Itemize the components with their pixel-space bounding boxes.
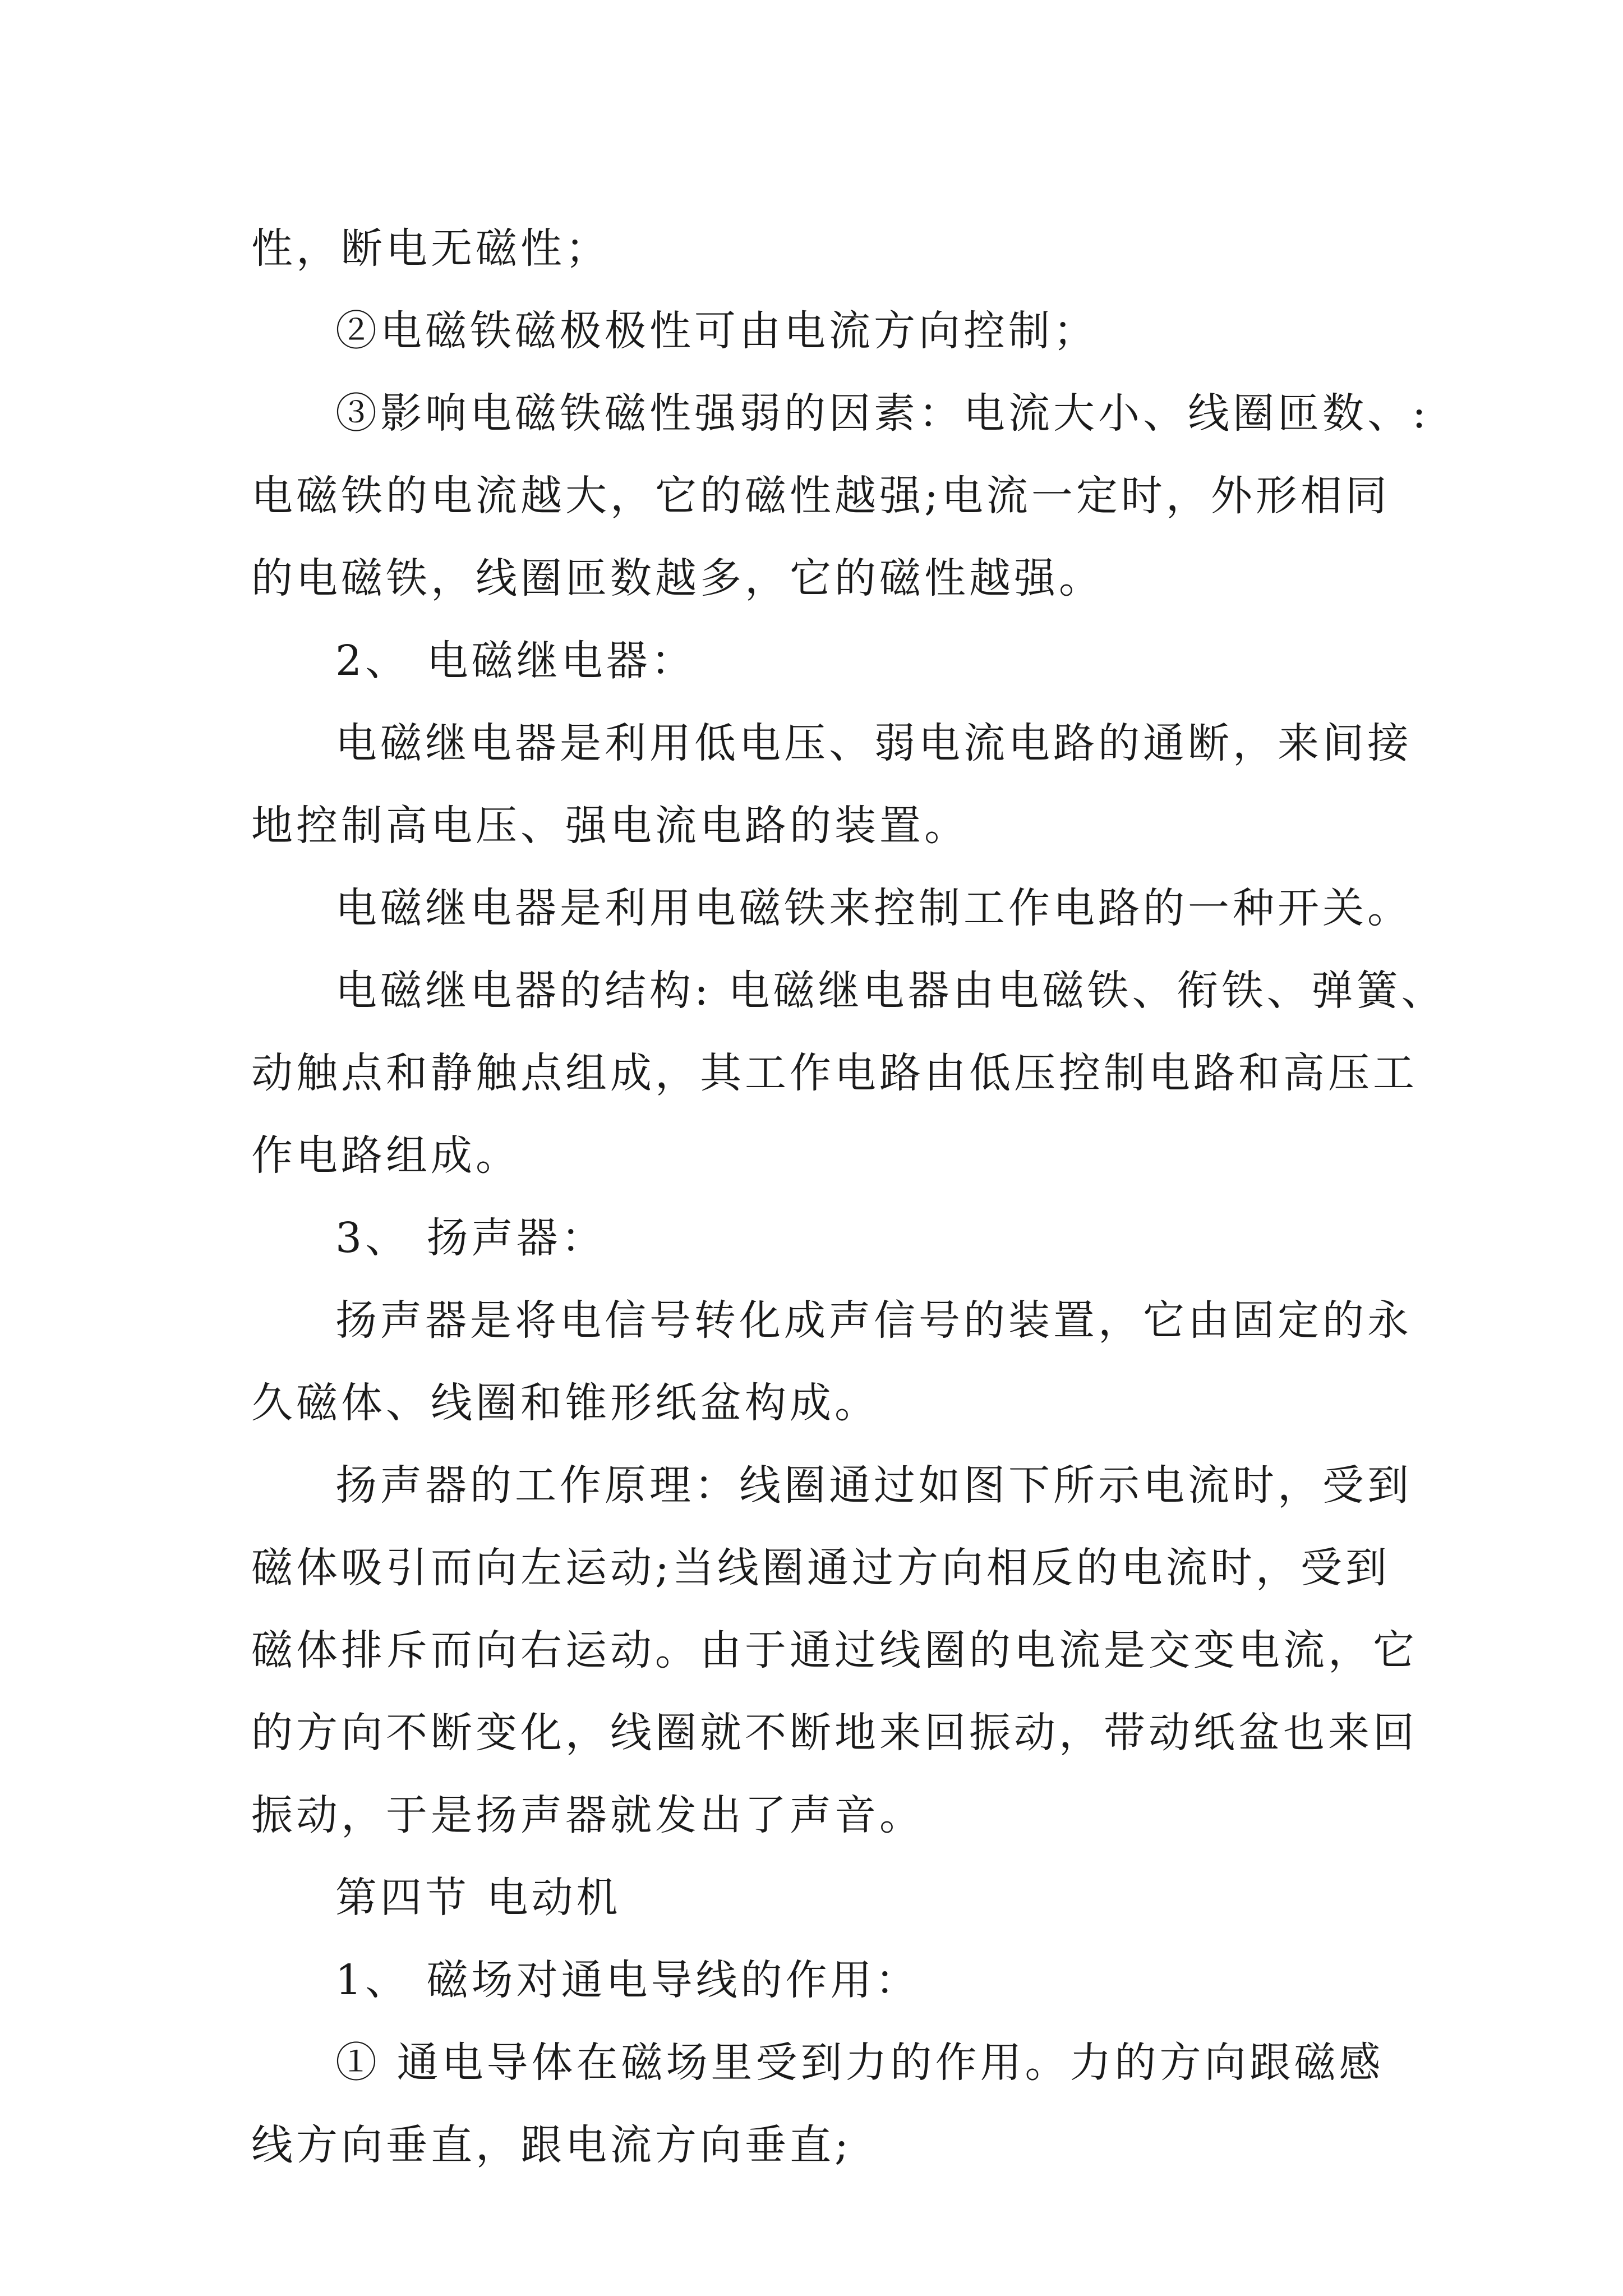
text-line: ① 通电导体在磁场里受到力的作用。力的方向跟磁感 <box>335 2039 1384 2087</box>
text-line: ③影响电磁铁磁性强弱的因素：电流大小、线圈匝数、: <box>335 389 1430 438</box>
text-line: 电磁继电器是利用电磁铁来控制工作电路的一种开关。 <box>335 884 1412 932</box>
text-line: 性，断电无磁性； <box>251 224 610 273</box>
text-line: 电磁继电器的结构: 电磁继电器由电磁铁、衔铁、弹簧、 <box>335 967 1446 1015</box>
section-heading: 2、 电磁继电器： <box>335 637 696 685</box>
text-line: 的方向不断变化，线圈就不断地来回振动，带动纸盆也来回 <box>251 1709 1418 1757</box>
text-line: 磁体吸引而向左运动;当线圈通过方向相反的电流时，受到 <box>251 1544 1390 1592</box>
text-line: 电磁继电器是利用低电压、弱电流电路的通断，来间接 <box>335 719 1412 767</box>
text-line: 扬声器的工作原理：线圈通过如图下所示电流时，受到 <box>335 1461 1412 1510</box>
text-line: 磁体排斥而向右运动。由于通过线圈的电流是交变电流，它 <box>251 1626 1418 1674</box>
text-line: 作电路组成。 <box>251 1131 520 1180</box>
text-line: 的电磁铁，线圈匝数越多，它的磁性越强。 <box>251 554 1104 602</box>
text-line: 久磁体、线圈和锥形纸盆构成。 <box>251 1379 879 1427</box>
text-line: 线方向垂直，跟电流方向垂直; <box>251 2121 852 2169</box>
text-line: 扬声器是将电信号转化成声信号的装置，它由固定的永 <box>335 1296 1412 1345</box>
chapter-heading: 第四节 电动机 <box>335 1874 621 1922</box>
text-line: ②电磁铁磁极极性可由电流方向控制； <box>335 307 1098 355</box>
text-line: 电磁铁的电流越大，它的磁性越强;电流一定时，外形相同 <box>251 472 1390 520</box>
document-body <box>251 208 1446 2187</box>
text-line: 振动，于是扬声器就发出了声音。 <box>251 1791 924 1839</box>
text-line: 地控制高电压、强电流电路的装置。 <box>251 802 969 850</box>
text-line: 动触点和静触点组成，其工作电路由低压控制电路和高压工 <box>251 1049 1418 1097</box>
section-heading: 3、 扬声器： <box>335 1214 606 1262</box>
section-heading: 1、 磁场对通电导线的作用： <box>335 1956 920 2004</box>
